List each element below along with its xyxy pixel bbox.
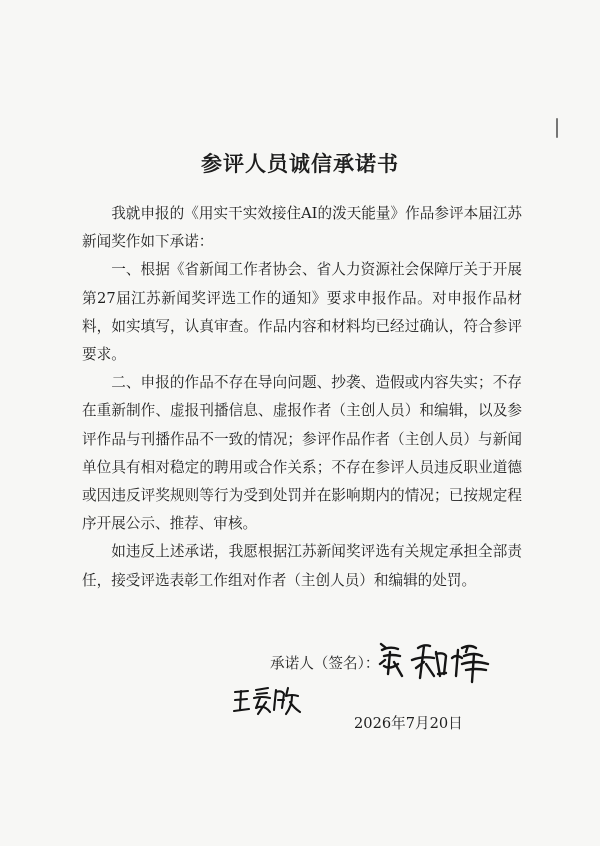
document-date: 2026年7月20日 (354, 715, 463, 732)
paragraph-item-2: 二、申报的作品不存在导向问题、抄袭、造假或内容失实；不存在重新制作、虚报刊播信息、虚报作者（主创人员）和编辑，以及参评作品与刊播作品不一致的情况；参评作品作者（主创人员）与新闻单位具有相对稳定的聘用或合作关系；不存在参评人员违反职业道德或因违反评奖规则等行为受到处罚并在影响期内的情况；已按规定程序开展公示、推荐、审核。 (82, 374, 522, 533)
document-body (82, 200, 522, 595)
paragraph-item-1: 一、根据《省新闻工作者协会、省人力资源社会保障厅关于开展第27届江苏新闻奖评选工作的通知》要求申报作品。对申报作品材料，如实填写，认真审查。作品内容和材料均已经过确认，符合参评要求。 (82, 261, 522, 364)
scan-mark (556, 118, 558, 138)
paragraph-closing: 如违反上述承诺，我愿根据江苏新闻奖评选有关规定承担全部责任，接受评选表彰工作组对作者（主创人员）和编辑的处罚。 (82, 543, 522, 589)
handwritten-signature-second (232, 684, 302, 716)
signature-label: 承诺人（签名）： (270, 655, 380, 672)
paragraph-intro: 我就申报的《用实干实效接住AI的泼天能量》作品参评本届江苏新闻奖作如下承诺： (82, 205, 522, 251)
document-title: 参评人员诚信承诺书 (201, 151, 399, 176)
handwritten-signature-main (378, 640, 496, 684)
